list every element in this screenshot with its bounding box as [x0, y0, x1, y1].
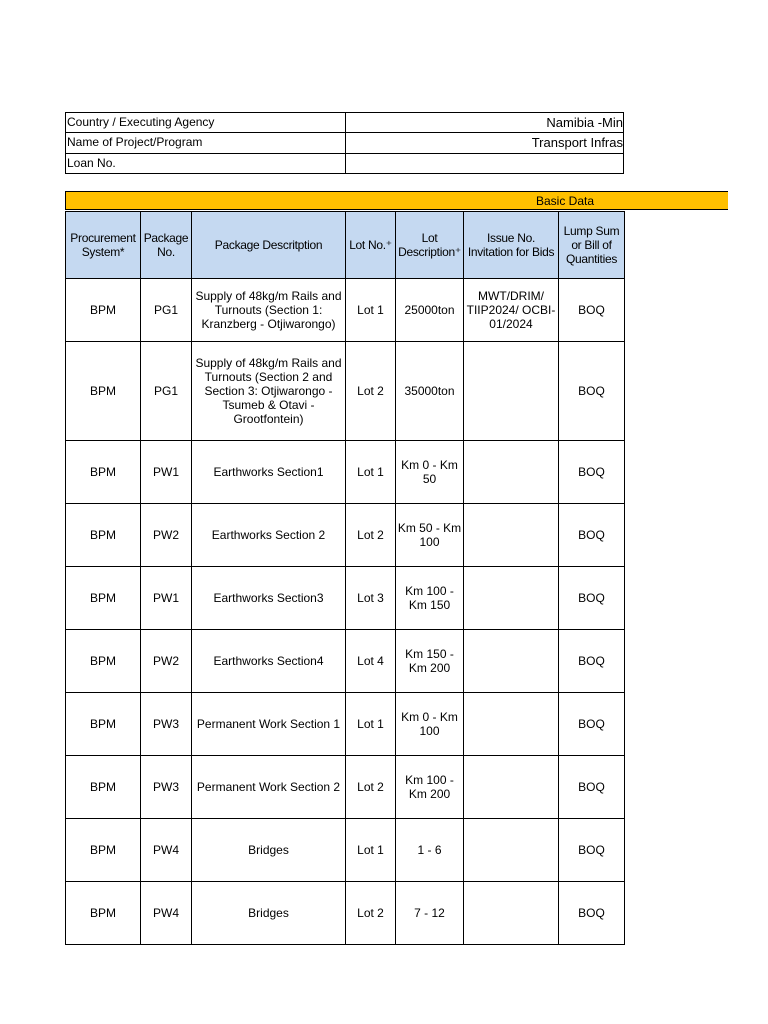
cell-lot-no: Lot 1: [346, 693, 396, 756]
cell-procurement-system: BPM: [66, 756, 141, 819]
basic-data-bar: [65, 191, 728, 210]
info-value: Transport Infras: [346, 133, 624, 153]
cell-procurement-system: BPM: [66, 567, 141, 630]
info-row: [66, 153, 624, 173]
cell-issue-no: MWT/DRIM/ TIIP2024/ OCBI-01/2024: [464, 279, 559, 342]
cell-package-description: Bridges: [192, 819, 346, 882]
cell-package-description: Bridges: [192, 882, 346, 945]
info-label: Loan No.: [66, 153, 346, 173]
cell-issue-no: [464, 342, 559, 441]
table-row: [66, 819, 625, 882]
cell-lump-sum: BOQ: [559, 882, 625, 945]
cell-package-no: PW4: [141, 819, 192, 882]
cell-lump-sum: BOQ: [559, 693, 625, 756]
cell-lump-sum: BOQ: [559, 756, 625, 819]
cell-package-description: Earthworks Section4: [192, 630, 346, 693]
cell-issue-no: [464, 630, 559, 693]
cell-issue-no: [464, 819, 559, 882]
cell-package-no: PW1: [141, 441, 192, 504]
cell-package-description: Supply of 48kg/m Rails and Turnouts (Section 1: Kranzberg - Otjiwarongo): [192, 279, 346, 342]
cell-lot-no: Lot 2: [346, 882, 396, 945]
table-row: [66, 342, 625, 441]
cell-package-description: Earthworks Section3: [192, 567, 346, 630]
info-label: Country / Executing Agency: [66, 113, 346, 133]
cell-lot-description: Km 50 - Km 100: [396, 504, 464, 567]
header-package-description: Package Descritption: [192, 212, 346, 279]
cell-procurement-system: BPM: [66, 441, 141, 504]
cell-issue-no: [464, 567, 559, 630]
info-value: Namibia -Min: [346, 113, 624, 133]
table-row: [66, 504, 625, 567]
cell-procurement-system: BPM: [66, 504, 141, 567]
cell-lot-no: Lot 1: [346, 441, 396, 504]
basic-data-title: Basic Data: [536, 194, 595, 208]
cell-lump-sum: BOQ: [559, 504, 625, 567]
cell-package-description: Permanent Work Section 1: [192, 693, 346, 756]
cell-lot-description: 35000ton: [396, 342, 464, 441]
cell-procurement-system: BPM: [66, 342, 141, 441]
cell-procurement-system: BPM: [66, 630, 141, 693]
cell-lump-sum: BOQ: [559, 630, 625, 693]
cell-lump-sum: BOQ: [559, 279, 625, 342]
info-label: Name of Project/Program: [66, 133, 346, 153]
cell-package-no: PW1: [141, 567, 192, 630]
cell-issue-no: [464, 693, 559, 756]
table-row: [66, 882, 625, 945]
header-package-no: Package No.: [141, 212, 192, 279]
cell-lump-sum: BOQ: [559, 819, 625, 882]
cell-lot-description: 25000ton: [396, 279, 464, 342]
cell-package-no: PW4: [141, 882, 192, 945]
cell-issue-no: [464, 504, 559, 567]
cell-package-no: PW2: [141, 504, 192, 567]
cell-lump-sum: BOQ: [559, 441, 625, 504]
cell-lot-no: Lot 1: [346, 279, 396, 342]
cell-lot-no: Lot 2: [346, 342, 396, 441]
cell-lot-no: Lot 1: [346, 819, 396, 882]
info-row: [66, 133, 624, 153]
cell-lot-description: Km 150 - Km 200: [396, 630, 464, 693]
table-row: [66, 567, 625, 630]
procurement-table: [65, 211, 625, 945]
info-row: [66, 113, 624, 133]
cell-lot-no: Lot 4: [346, 630, 396, 693]
cell-package-no: PW3: [141, 693, 192, 756]
header-lot-description: Lot Description⁺: [396, 212, 464, 279]
cell-lot-description: 7 - 12: [396, 882, 464, 945]
cell-issue-no: [464, 756, 559, 819]
cell-package-no: PW3: [141, 756, 192, 819]
project-info-table: [65, 112, 624, 174]
cell-lot-description: 1 - 6: [396, 819, 464, 882]
table-row: [66, 630, 625, 693]
header-lump-sum: Lump Sum or Bill of Quantities: [559, 212, 625, 279]
cell-package-no: PG1: [141, 279, 192, 342]
table-row: [66, 441, 625, 504]
cell-package-description: Earthworks Section1: [192, 441, 346, 504]
cell-lot-no: Lot 2: [346, 504, 396, 567]
cell-lot-no: Lot 3: [346, 567, 396, 630]
cell-package-description: Permanent Work Section 2: [192, 756, 346, 819]
cell-lot-description: Km 100 - Km 150: [396, 567, 464, 630]
cell-procurement-system: BPM: [66, 819, 141, 882]
table-row: [66, 279, 625, 342]
cell-package-description: Supply of 48kg/m Rails and Turnouts (Section 2 and Section 3: Otjiwarongo - Tsumeb & Otavi - Grootfontein): [192, 342, 346, 441]
cell-package-no: PW2: [141, 630, 192, 693]
cell-lot-description: Km 100 - Km 200: [396, 756, 464, 819]
cell-lot-description: Km 0 - Km 100: [396, 693, 464, 756]
cell-issue-no: [464, 441, 559, 504]
table-row: [66, 756, 625, 819]
header-issue-no: Issue No. Invitation for Bids: [464, 212, 559, 279]
header-procurement-system: Procurement System*: [66, 212, 141, 279]
cell-procurement-system: BPM: [66, 693, 141, 756]
cell-procurement-system: BPM: [66, 882, 141, 945]
header-lot-no: Lot No.⁺: [346, 212, 396, 279]
cell-package-no: PG1: [141, 342, 192, 441]
table-row: [66, 693, 625, 756]
cell-issue-no: [464, 882, 559, 945]
table-header-row: [66, 212, 625, 279]
cell-procurement-system: BPM: [66, 279, 141, 342]
info-value: [346, 153, 624, 173]
cell-lump-sum: BOQ: [559, 342, 625, 441]
cell-lump-sum: BOQ: [559, 567, 625, 630]
cell-lot-no: Lot 2: [346, 756, 396, 819]
cell-lot-description: Km 0 - Km 50: [396, 441, 464, 504]
cell-package-description: Earthworks Section 2: [192, 504, 346, 567]
